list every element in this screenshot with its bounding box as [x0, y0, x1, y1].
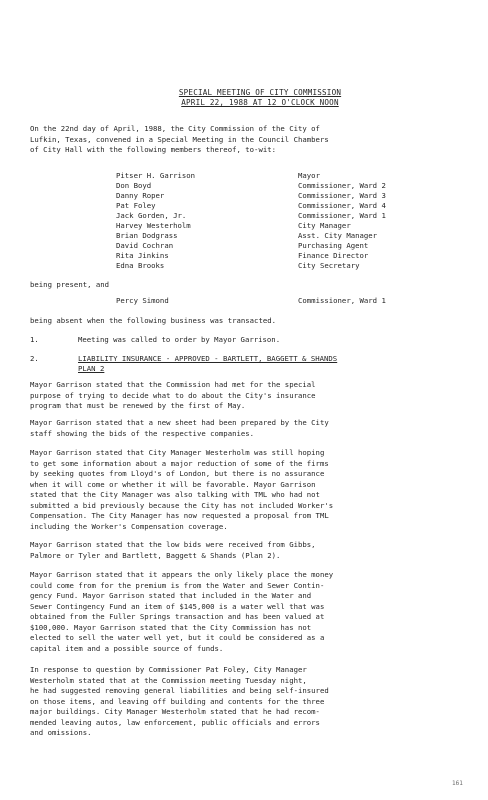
- text-line: Sewer Contingency Fund an item of $145,000 is a water well that was: [30, 601, 325, 611]
- paragraph-2: [30, 418, 464, 439]
- text-line: Lufkin, Texas, convened in a Special Meeting in the Council Chambers: [30, 134, 329, 144]
- text-line: and omissions.: [30, 728, 92, 737]
- text-line: mended leaving autos, law enforcement, public officials and errors: [30, 717, 320, 727]
- paragraph-4: [30, 540, 464, 561]
- meeting-heading-line2: APRIL 22, 1988 AT 12 O'CLOCK NOON: [181, 98, 339, 107]
- text-line: submitted a bid previously because the City has not included Worker's: [30, 500, 334, 510]
- text-line: to get some information about a major reduction of some of the firms: [30, 458, 329, 468]
- text-line: Compensation. The City Manager has now requested a proposal from TML: [30, 511, 329, 520]
- absent-member-name: Percy Simond: [116, 296, 169, 305]
- text-line: capital item and a possible source of funds.: [30, 643, 224, 653]
- text-line: Mayor Garrison stated that the low bids were received from Gibbs,: [30, 540, 316, 549]
- member-name: Jack Gorden, Jr.: [116, 211, 187, 220]
- item-2-title-continued: PLAN 2: [78, 364, 105, 373]
- text-line: being present, and: [30, 280, 110, 289]
- text-line: program that must be renewed by the first of May.: [30, 401, 246, 410]
- text-line: major buildings. City Manager Westerholm stated that he had recom-: [30, 707, 320, 716]
- member-name: Brian Dodgrass: [116, 231, 178, 240]
- text-line: $100,000. Mayor Garrison stated that the City Commission has not: [30, 622, 312, 632]
- paragraph-5: [30, 570, 464, 654]
- item-2-title: LIABILITY INSURANCE - APPROVED - BARTLETT, BAGGETT & SHANDS: [78, 354, 338, 363]
- member-title: Mayor: [298, 171, 320, 180]
- text-line: being absent when the following business was transacted.: [30, 316, 277, 325]
- item-1-number: 1.: [30, 335, 39, 344]
- member-name: Harvey Westerholm: [116, 221, 191, 230]
- text-line: Palmore or Tyler and Bartlett, Baggett & Shands (Plan 2).: [30, 550, 281, 560]
- text-line: Mayor Garrison stated that City Manager Westerholm was still hoping: [30, 448, 325, 457]
- text-line: could come from for the premium is from the Water and Sewer Contin-: [30, 580, 325, 590]
- member-name: Pat Foley: [116, 201, 156, 210]
- text-line: purpose of trying to decide what to do about the City's insurance: [30, 390, 316, 400]
- absent-member-title: Commissioner, Ward 1: [298, 296, 386, 305]
- being-absent-text: [30, 316, 464, 327]
- item-2-number: 2.: [30, 354, 39, 363]
- text-line: obtained from the Fuller Springs transaction and has been valued at: [30, 612, 325, 621]
- member-name: Edna Brooks: [116, 261, 165, 270]
- text-line: by seeking quotes from Lloyd's of London, but there is no assurance: [30, 469, 325, 478]
- text-line: gency Fund. Mayor Garrison stated that included in the Water and: [30, 591, 312, 600]
- member-title: Commissioner, Ward 3: [298, 191, 386, 200]
- member-title: Commissioner, Ward 2: [298, 181, 386, 190]
- member-title: Asst. City Manager: [298, 231, 378, 240]
- member-name: Danny Roper: [116, 191, 165, 200]
- member-name: Rita Jinkins: [116, 251, 169, 260]
- member-name: Don Boyd: [116, 181, 152, 190]
- paragraph-3: [30, 448, 464, 532]
- member-title: Purchasing Agent: [298, 241, 369, 250]
- item-1-text: Meeting was called to order by Mayor Garrison.: [78, 335, 281, 344]
- member-title: Commissioner, Ward 4: [298, 201, 386, 210]
- member-name: David Cochran: [116, 241, 174, 250]
- text-line: In response to question by Commissioner Pat Foley, City Manager: [30, 665, 307, 674]
- text-line: when it will come or whether it will be favorable. Mayor Garrison: [30, 479, 316, 489]
- text-line: on those items, and leaving off building and contents for the three: [30, 696, 325, 706]
- text-line: Westerholm stated that at the Commission meeting Tuesday night,: [30, 675, 307, 685]
- member-title: City Manager: [298, 221, 351, 230]
- member-title: City Secretary: [298, 261, 360, 270]
- member-title: Commissioner, Ward 1: [298, 211, 386, 220]
- text-line: he had suggested removing general liabilities and being self-insured: [30, 686, 329, 695]
- text-line: Mayor Garrison stated that it appears the only likely place the money: [30, 570, 334, 579]
- text-line: staff showing the bids of the respective companies.: [30, 428, 255, 438]
- paragraph-1: [30, 380, 464, 412]
- page-number: 161: [452, 780, 463, 787]
- text-line: stated that the City Manager was also talking with TML who had not: [30, 490, 320, 499]
- text-line: Mayor Garrison stated that the Commission had met for the special: [30, 380, 316, 389]
- intro-paragraph: [30, 124, 464, 156]
- meeting-heading-line1: SPECIAL MEETING OF CITY COMMISSION: [178, 88, 342, 97]
- being-present-text: [30, 280, 464, 291]
- text-line: Mayor Garrison stated that a new sheet had been prepared by the City: [30, 418, 329, 427]
- text-line: elected to sell the water well yet, but it could be considered as a: [30, 633, 325, 642]
- text-line: On the 22nd day of April, 1988, the City Commission of the City of: [30, 124, 320, 133]
- text-line: of City Hall with the following members thereof, to-wit:: [30, 145, 277, 154]
- member-name: Pitser H. Garrison: [116, 171, 196, 180]
- member-title: Finance Director: [298, 251, 369, 260]
- paragraph-6: [30, 665, 464, 739]
- text-line: including the Worker's Compensation coverage.: [30, 521, 228, 531]
